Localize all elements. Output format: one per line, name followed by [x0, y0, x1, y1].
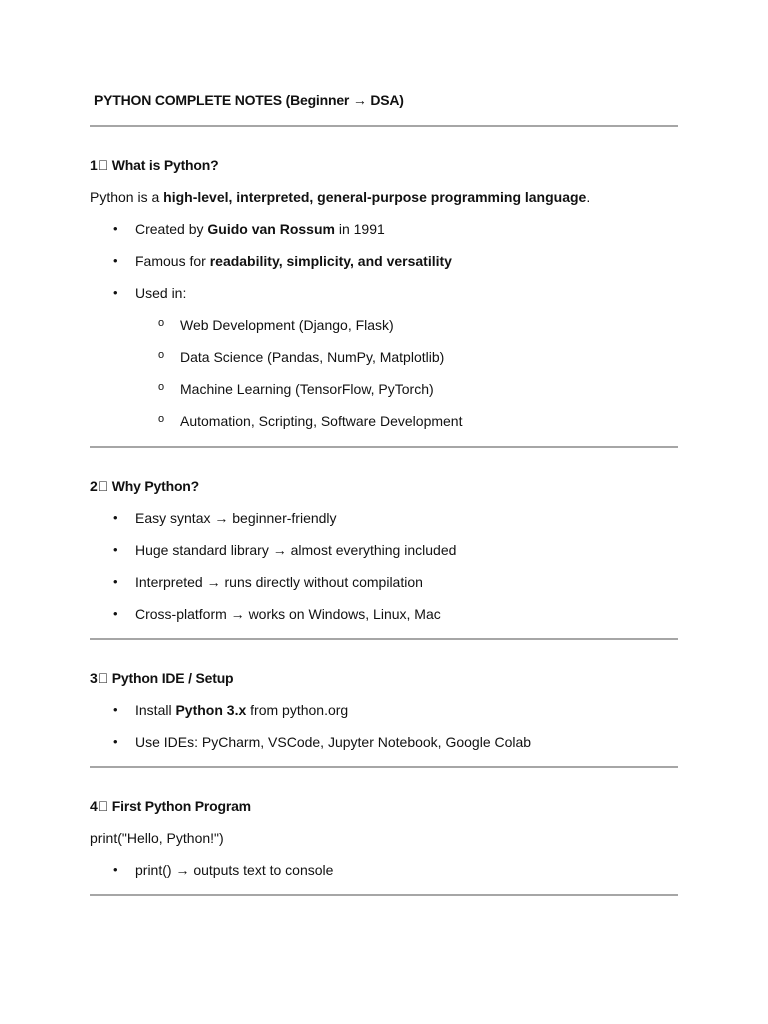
divider [90, 766, 678, 768]
divider [90, 638, 678, 640]
divider [90, 125, 678, 127]
bullet-icon: • [113, 702, 118, 717]
section-heading-ide-setup: 3⃣ Python IDE / Setup [90, 670, 234, 686]
bullet-icon: • [113, 253, 118, 268]
bullet-icon: • [113, 574, 118, 589]
code-line: print("Hello, Python!") [90, 830, 224, 846]
bullet-icon: • [113, 862, 118, 877]
bullet-icon: • [113, 606, 118, 621]
sub-bullet-icon: o [158, 381, 165, 393]
section-heading-first-program: 4⃣ First Python Program [90, 798, 251, 814]
section-heading-what-is-python: 1⃣ What is Python? [90, 157, 219, 173]
sub-bullet-icon: o [158, 413, 165, 425]
bullet-icon: • [113, 510, 118, 525]
divider [90, 446, 678, 448]
section-heading-why-python: 2⃣ Why Python? [90, 478, 200, 494]
sub-bullet-icon: o [158, 349, 165, 361]
document-page: PYTHON COMPLETE NOTES (Beginner → DSA) 1⃣ What is Python? Python is a high-level, interpreted, general-purpose programming language. • Created by Guido van Rossum in 1991 • Famous for readability, simplicity, and versatility • Used in: o Web Development (Django, Flask) o Data Science (Pandas, NumPy, Matplotlib) o Machine Learning (TensorFlow, PyTorch) o Automation, Scripting, Software Development 2⃣ Why Python? • Easy syntax → beginner-friendly • Huge standard library → almost everything included • Interpreted → runs directly without compilation • Cross-platform → works on Windows, Linux, Mac 3⃣ Python IDE / Setup • Install Python 3.x from python.org • Use IDEs: PyCharm, VSCode, Jupyter Notebook, Google Colab 4⃣ First Python Program print("Hello, Python!") • print() → outputs text to console [0, 0, 768, 1024]
sub-bullet-icon: o [158, 317, 165, 329]
bullet-icon: • [113, 734, 118, 749]
divider [90, 894, 678, 896]
section-intro: Python is a high-level, interpreted, general-purpose programming language. [90, 189, 591, 205]
document-title: PYTHON COMPLETE NOTES (Beginner → DSA) [94, 92, 404, 108]
bullet-icon: • [113, 221, 118, 236]
bullet-icon: • [113, 542, 118, 557]
bullet-icon: • [113, 285, 118, 300]
